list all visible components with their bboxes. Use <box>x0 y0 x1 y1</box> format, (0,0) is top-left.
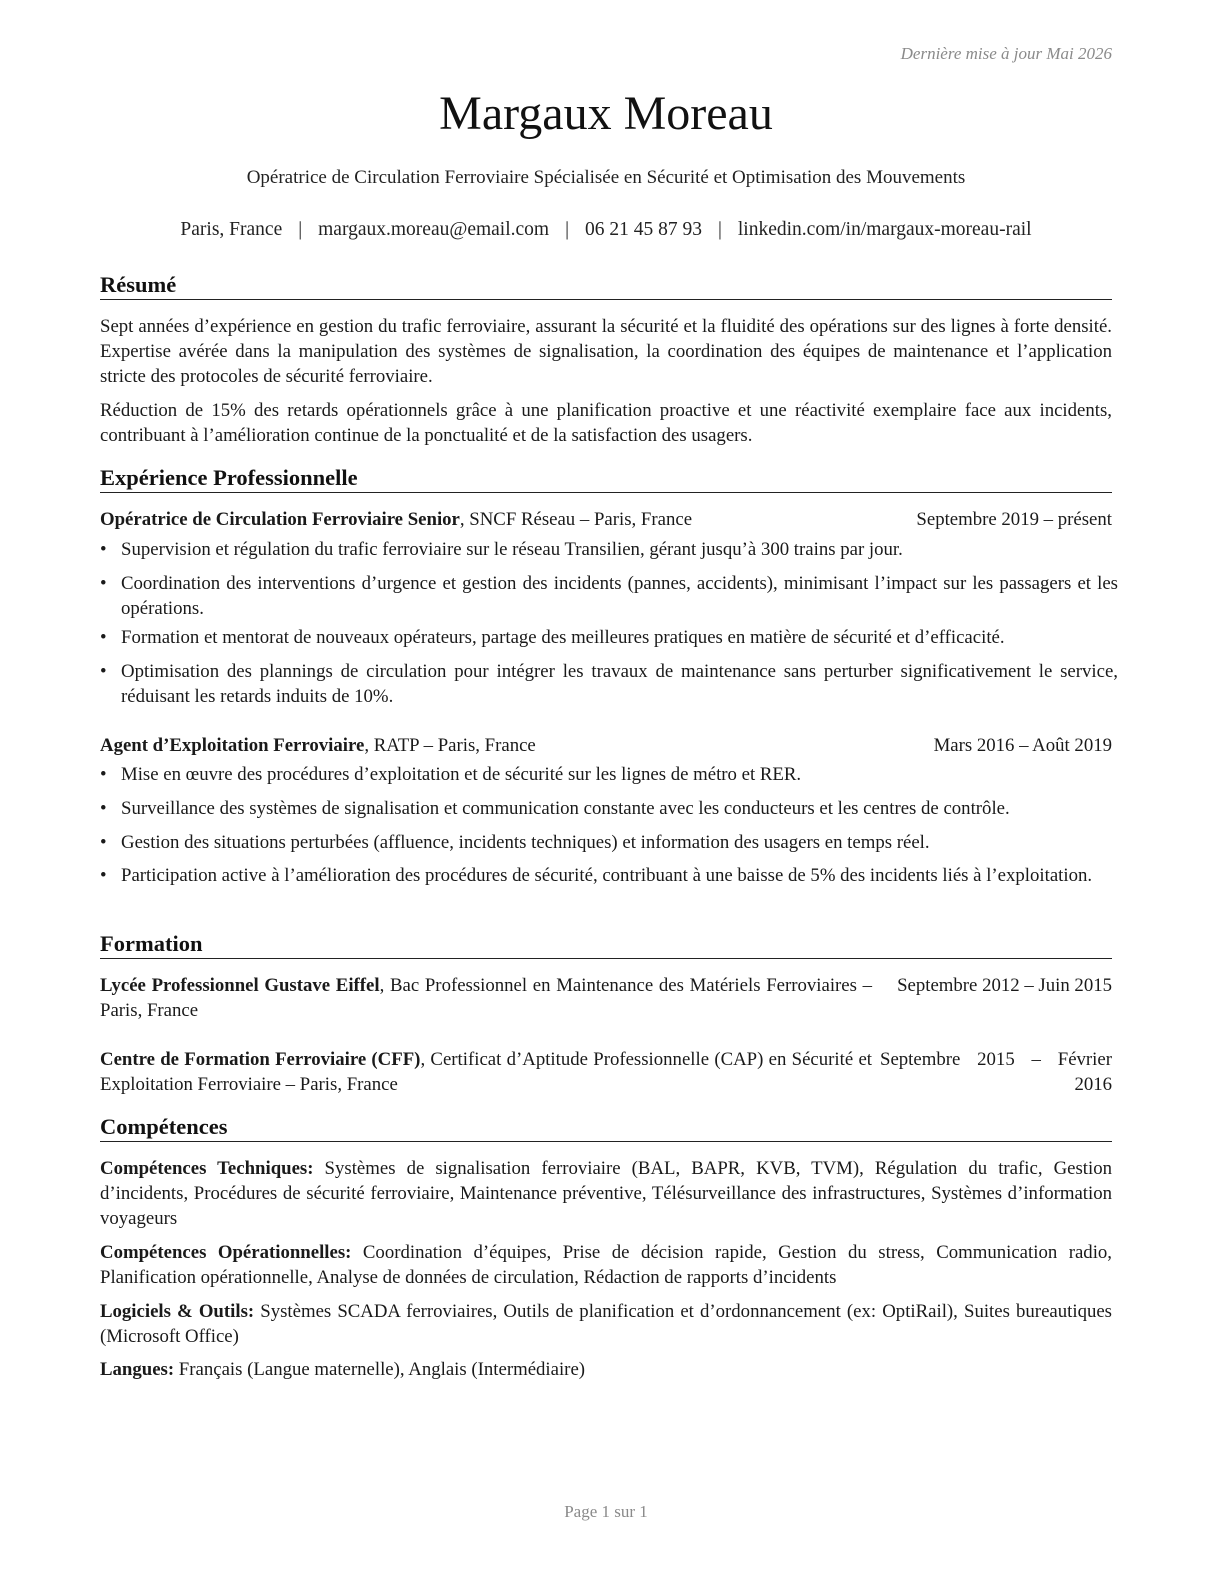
bullet-glyph: • <box>100 539 107 560</box>
bullet-text: Supervision et régulation du trafic ferroviaire sur le réseau Transilien, gérant jusqu’à 300 trains par jour. <box>121 539 903 560</box>
education-detail: , Bac Professionnel en Maintenance des Matériels Ferroviaires – Paris, France <box>100 975 873 1021</box>
bullet-text: Coordination des interventions d’urgence et gestion des incidents (pannes, accidents), minimisant l’impact sur les passagers et les opérations. <box>121 573 1118 619</box>
contact-location: Paris, France <box>180 219 283 240</box>
job-header <box>100 733 1112 758</box>
skill-group <box>100 1156 1112 1231</box>
job-bullet <box>100 796 1118 821</box>
job-dates: Septembre 2019 – présent <box>916 509 1112 530</box>
skill-label: Compétences Techniques: <box>100 1158 314 1179</box>
bullet-text: Formation et mentorat de nouveaux opérateurs, partage des meilleures pratiques en matière de sécurité et d’efficacité. <box>121 627 1005 648</box>
contact-separator: | <box>298 219 303 240</box>
skill-label: Logiciels & Outils: <box>100 1301 255 1322</box>
summary-paragraph: Réduction de 15% des retards opérationnels grâce à une planification proactive et une réactivité exemplaire face aux incidents, contribuant à l’amélioration continue de la ponctualité et de la satisfaction des usagers. <box>100 400 1112 446</box>
job-bullet <box>100 863 1118 888</box>
bullet-glyph: • <box>100 661 107 682</box>
skill-text: Français (Langue maternelle), Anglais (Intermédiaire) <box>174 1359 586 1380</box>
contact-email[interactable]: margaux.moreau@email.com <box>318 219 550 240</box>
job-bullet <box>100 625 1118 650</box>
job-org: , SNCF Réseau – Paris, France <box>459 509 693 530</box>
bullet-glyph: • <box>100 764 107 785</box>
bullet-text: Optimisation des plannings de circulation pour intégrer les travaux de maintenance sans perturber significativement le service, réduisant les retards induits de 10%. <box>121 661 1118 707</box>
job-role: Agent d’Exploitation Ferroviaire <box>100 735 365 756</box>
candidate-name: Margaux Moreau <box>439 87 773 140</box>
section-heading-skills: Compétences <box>100 1113 1112 1142</box>
skill-label: Compétences Opérationnelles: <box>100 1242 352 1263</box>
education-item <box>100 973 1112 1023</box>
education-detail: , Certificat d’Aptitude Professionnelle (CAP) en Sécurité et Exploitation Ferroviaire – Paris, France <box>100 1049 872 1095</box>
candidate-title: Opératrice de Circulation Ferroviaire Spécialisée en Sécurité et Optimisation des Mouvements <box>246 167 966 188</box>
bullet-text: Surveillance des systèmes de signalisation et communication constante avec les conducteurs et les centres de contrôle. <box>121 798 1010 819</box>
skill-text: Systèmes de signalisation ferroviaire (BAL, BAPR, KVB, TVM), Régulation du trafic, Gestion d’incidents, Procédures de sécurité ferroviaire, Maintenance préventive, Télésurveillance des infrastructures, Systèmes d’information voyageurs <box>100 1158 1113 1229</box>
contact-separator: | <box>565 219 569 240</box>
page-number: Page 1 sur 1 <box>564 1502 648 1521</box>
bullet-glyph: • <box>100 627 107 648</box>
contact-separator: | <box>717 219 722 240</box>
contact-linkedin[interactable]: linkedin.com/in/margaux-moreau-rail <box>737 219 1032 240</box>
section-heading-experience: Expérience Professionnelle <box>100 464 1112 493</box>
bullet-glyph: • <box>100 573 107 594</box>
last-updated-note: Dernière mise à jour Mai 2026 <box>900 44 1112 63</box>
skill-group <box>100 1299 1112 1349</box>
education-dates: Septembre 2012 – Juin 2015 <box>897 975 1112 996</box>
job-bullet <box>100 571 1118 621</box>
bullet-text: Participation active à l’amélioration des procédures de sécurité, contribuant à une baisse de 5% des incidents liés à l’exploitation. <box>121 865 1093 886</box>
summary-paragraph: Sept années d’expérience en gestion du trafic ferroviaire, assurant la sécurité et la fluidité des opérations sur des lignes à forte densité. Expertise avérée dans la manipulation des systèmes de signalisation, la coordination des équipes de maintenance et l’application stricte des protocoles de sécurité ferroviaire. <box>100 316 1112 387</box>
job-header <box>100 507 1112 532</box>
bullet-glyph: • <box>100 832 107 853</box>
skill-text: Systèmes SCADA ferroviaires, Outils de planification et d’ordonnancement (ex: OptiRail), Suites bureautiques (Microsoft Office) <box>100 1301 1112 1347</box>
job-bullet <box>100 762 1118 787</box>
bullet-glyph: • <box>100 798 107 819</box>
skill-group <box>100 1357 1112 1382</box>
bullet-glyph: • <box>100 865 107 886</box>
education-school: Centre de Formation Ferroviaire (CFF) <box>100 1049 421 1070</box>
education-school: Lycée Professionnel Gustave Eiffel <box>100 975 380 996</box>
job-org: , RATP – Paris, France <box>364 735 536 756</box>
job-bullet <box>100 537 1118 562</box>
job-bullet <box>100 830 1118 855</box>
contact-line <box>60 219 1152 241</box>
job-dates: Mars 2016 – Août 2019 <box>933 735 1112 756</box>
job-role: Opératrice de Circulation Ferroviaire Senior <box>100 509 460 530</box>
bullet-text: Gestion des situations perturbées (affluence, incidents techniques) et information des usagers en temps réel. <box>121 832 930 853</box>
section-heading-education: Formation <box>100 930 1112 959</box>
section-heading-summary: Résumé <box>100 271 1112 300</box>
education-item <box>100 1047 1112 1097</box>
job-bullet <box>100 659 1118 709</box>
skill-group <box>100 1240 1112 1290</box>
skill-label: Langues: <box>100 1359 175 1380</box>
skill-text: Coordination d’équipes, Prise de décision rapide, Gestion du stress, Communication radio, Planification opérationnelle, Analyse de données de circulation, Rédaction de rapports d’incidents <box>100 1242 1112 1288</box>
bullet-text: Mise en œuvre des procédures d’exploitation et de sécurité sur les lignes de métro et RER. <box>121 764 802 785</box>
resume-page <box>100 0 1118 1584</box>
education-dates: Septembre 2015 – Février 2016 <box>880 1049 1112 1095</box>
contact-phone: 06 21 45 87 93 <box>584 219 702 240</box>
